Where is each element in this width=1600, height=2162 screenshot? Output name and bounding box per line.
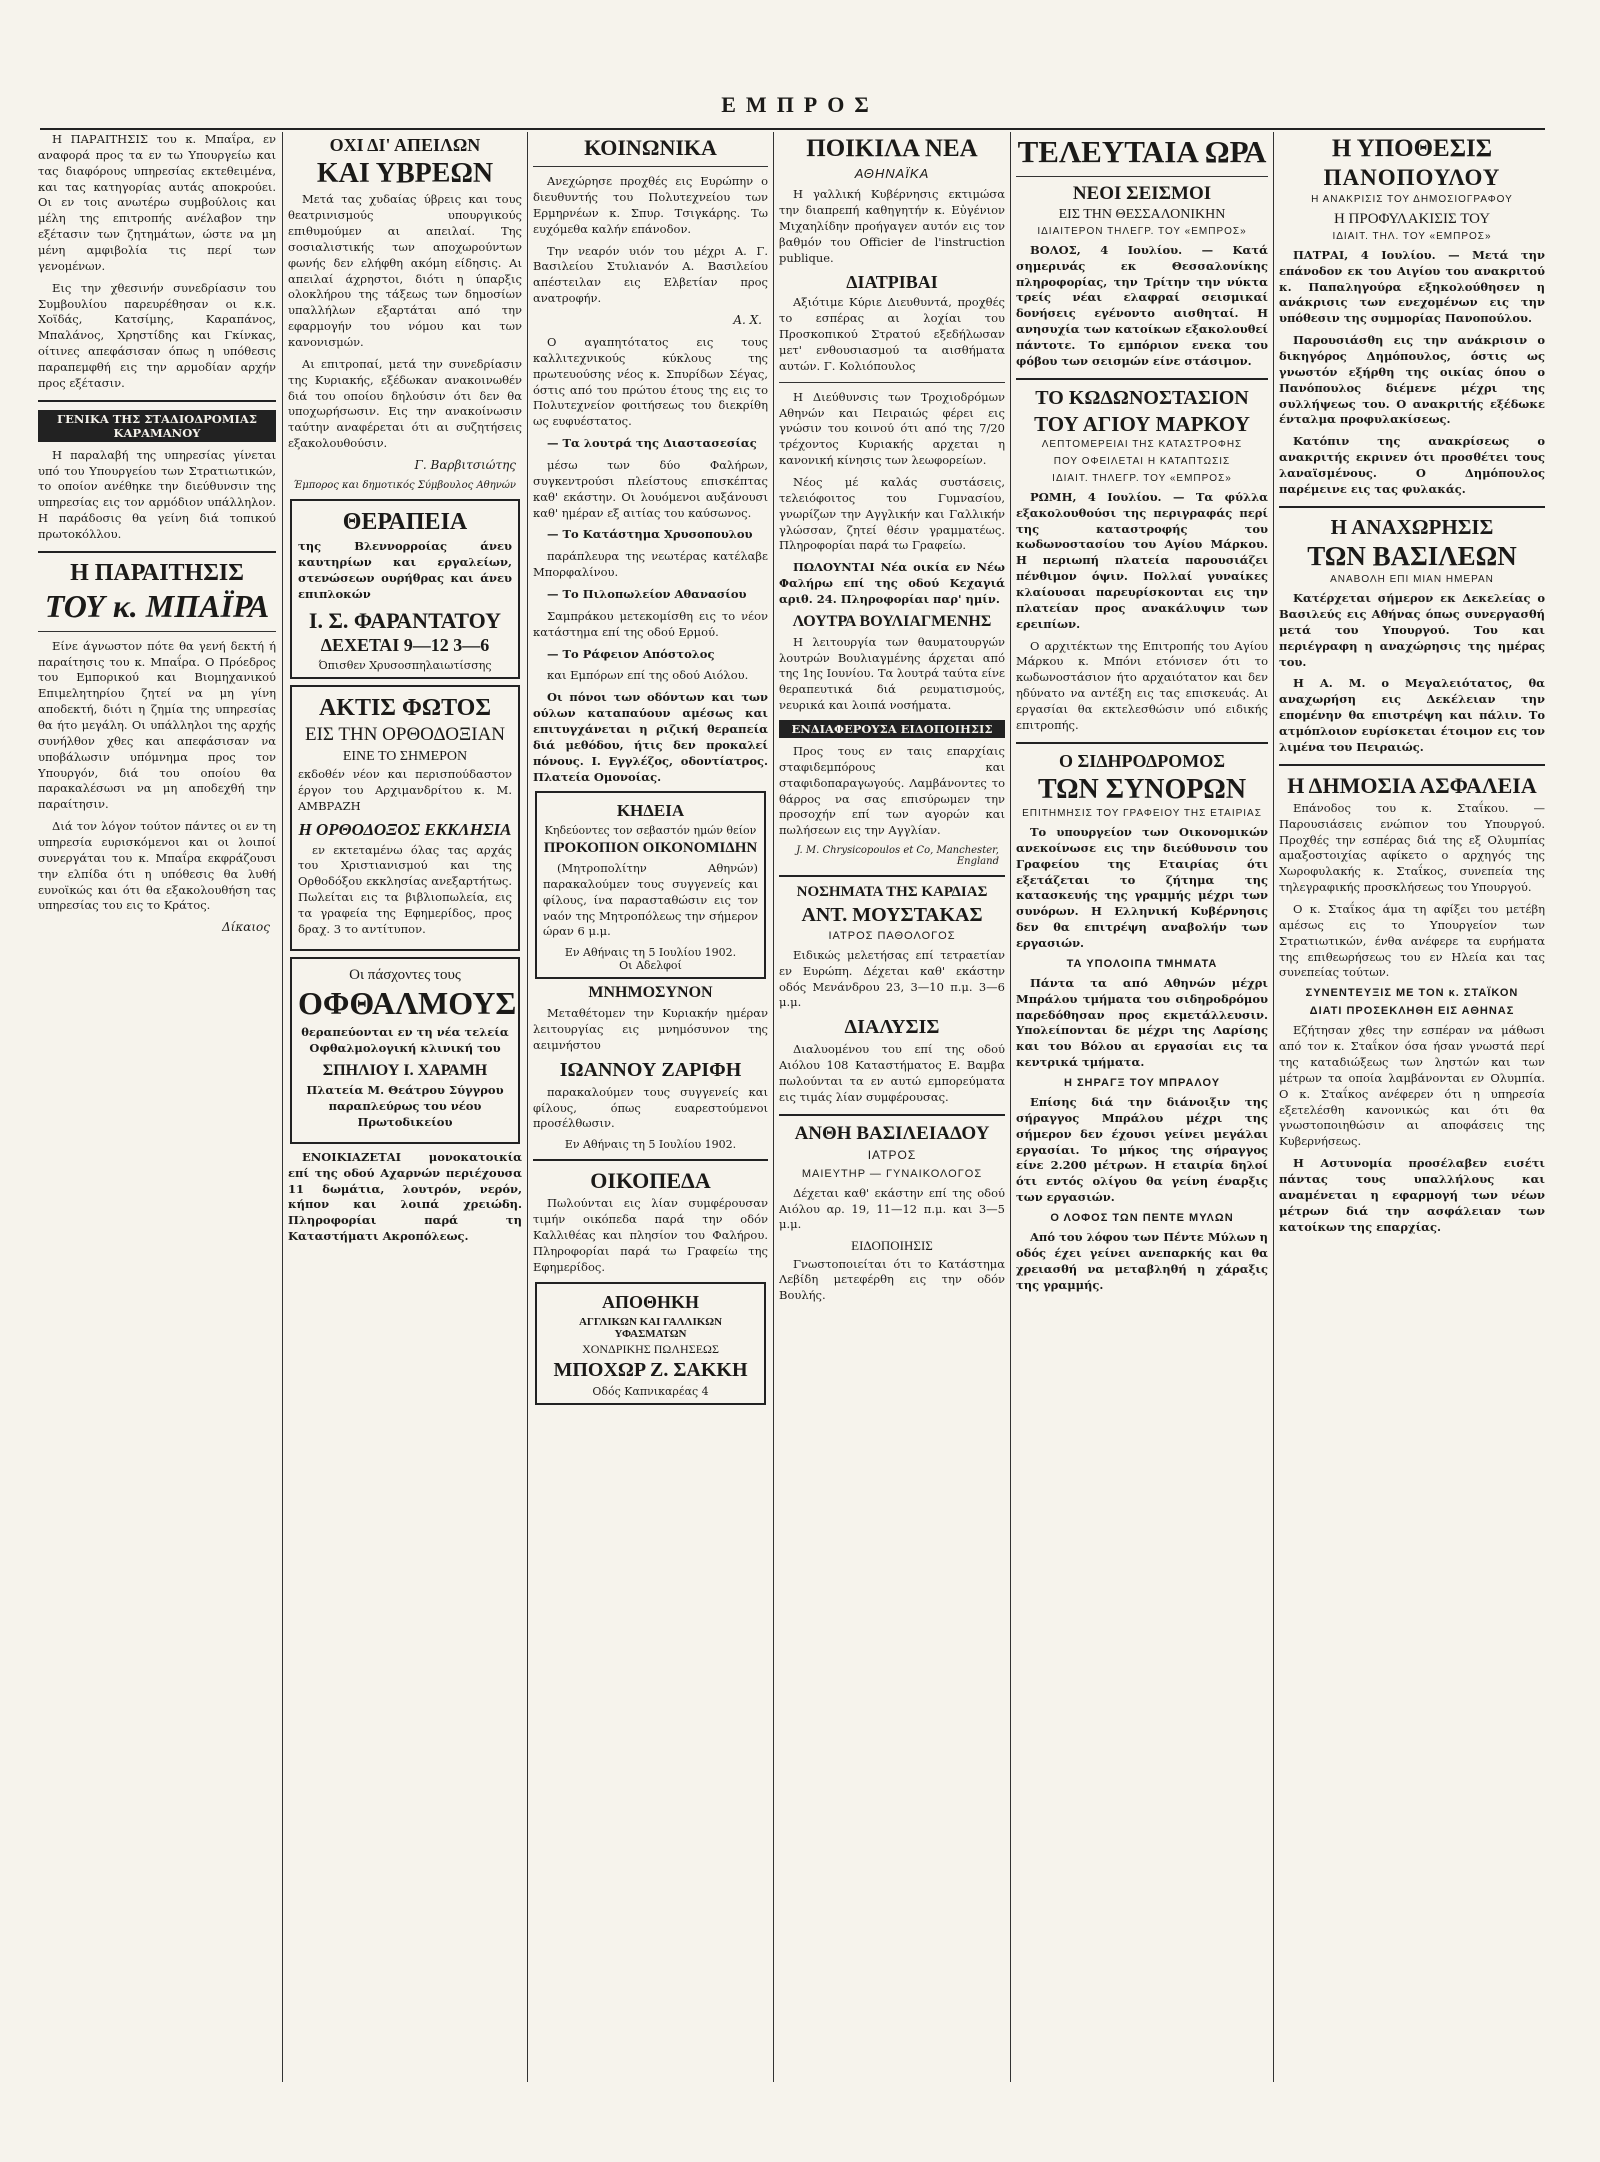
article-text: Από του λόφου των Πέντε Μύλων η οδός έχει γείνει ανεπαρκής και θα χρειασθή να μεταβληθή η χάραξις της γραμμής. bbox=[1016, 1230, 1268, 1292]
subheadline: Η ΠΡΟΦΥΛΑΚΙΣΙΣ ΤΟΥ bbox=[1333, 211, 1491, 228]
divider bbox=[1016, 176, 1268, 177]
article-text: Οι πόνοι των οδόντων και των ούλων καταπαύουν αμέσως και επιτυγχάνεται η ριζική θεραπεία διά μεθόδου, ήτις δεν προκαλεί πόνους. Ι. Εγγλέζος, οδοντίατρος. Πλατεία Ομονοίας. bbox=[533, 690, 768, 784]
article-text: Νέος μέ καλάς συστάσεις, τελειόφοιτος του Γυμνασίου, γνωρίζων την Αγγλικήν και Γαλλικήν γλώσσαν, ζητεί θέσιν γραμματέως. Πληροφορίαι παρά τω Γραφείω. bbox=[779, 475, 1005, 553]
article-text: Εις την χθεσινήν συνεδρίασιν του Συμβουλίου παρευρέθησαν οι κ.κ. Χοϊδάς, Κατσίμης, Καραπάνος, Μπαλάνος, Χρηστίδης και Γκίνκας, οίτινες απεφάσισαν όπως η υπόθεσις παραπεμφθή εις την αρμοδίαν αρχήν προς εξέτασιν. bbox=[38, 280, 276, 390]
ad-text: Πωλούνται εις λίαν συμφέρουσαν τιμήν οικόπεδα παρά την οδόν Καλλιθέας και πλησίον του Φαλήρου. Πληροφορίαι παρά τω Γραφείω της Εφημερίδος. bbox=[533, 1196, 768, 1274]
column-4 bbox=[779, 132, 1005, 2092]
headline: ΚΑΙ ΥΒΡΕΩΝ bbox=[316, 157, 494, 189]
article-text: Η Α. Μ. ο Μεγαλειότατος, θα αναχωρήση εις Δεκέλειαν την επομένην θα επιστρέψη και πάλιν. Το ατμόπλοιον ευρίσκεται έτοιμον εις τον λιμένα του Πειραιώς. bbox=[1279, 676, 1545, 754]
classified-ad: ΕΝΟΙΚΙΑΖΕΤΑΙ μονοκατοικία επί της οδού Αχαρνών περιέχουσα 11 δωμάτια, λουτρόν, νερόν, κήπον και λοιπά χρειώδη. Πληροφορίαι παρά τη Καταστήματι Ακροπόλεως. bbox=[288, 1149, 522, 1244]
divider bbox=[779, 875, 1005, 877]
divider bbox=[779, 1114, 1005, 1116]
advertisement bbox=[535, 1282, 766, 1405]
subheading: — Το Κατάστημα Χρυσοπουλου bbox=[547, 527, 753, 542]
subheadline: ΑΝΑΒΟΛΗ ΕΠΙ ΜΙΑΝ ΗΜΕΡΑΝ bbox=[1330, 574, 1494, 586]
subheading: Η ΣΗΡΑΓΞ ΤΟΥ ΜΠΡΑΛΟΥ bbox=[1063, 1077, 1221, 1089]
top-rule bbox=[40, 128, 1545, 130]
notice-text: (Μητροπολίτην Αθηνών) παρακαλούμεν τους συγγενείς και φίλους, ίνα παρασταθώσιν εις τον ναόν της Μητροπόλεως την σήμερον ώραν 6 μ.μ. bbox=[543, 861, 758, 939]
ad-subtitle: ΑΓΓΛΙΚΩΝ ΚΑΙ ΓΑΛΛΙΚΩΝ ΥΦΑΣΜΑΤΩΝ bbox=[578, 1315, 723, 1340]
ad-title: ΑΠΟΘΗΚΗ bbox=[601, 1291, 699, 1312]
ad-title: ΟΙΚΟΠΕΔΑ bbox=[590, 1168, 711, 1194]
ad-text: Γνωστοποιείται ότι το Κατάστημα Λεβίδη μετεφέρθη εις την οδόν Βουλής. bbox=[779, 1256, 1005, 1303]
signature-note: Έμπορος και δημοτικός Σύμβουλος Αθηνών bbox=[293, 480, 516, 492]
headline: Η ΠΑΡΑΙΤΗΣΙΣ bbox=[70, 559, 244, 586]
article-text: ΠΑΤΡΑΙ, 4 Ιουλίου. — Μετά την επάνοδον εκ του Αιγίου του ανακριτού κ. Παπαληγούρα εξηκολούθησεν η ανάκρισις των ενεχομένων εις την υπόθεσιν της συμμορίας Πανοπούλου. bbox=[1279, 247, 1545, 326]
ad-title: ΑΚΤΙΣ ΦΩΤΟΣ bbox=[318, 694, 492, 721]
ad-address: Πλατεία Μ. Θεάτρου Σύγγρου παραπλεύρως του νέου Πρωτοδικείου bbox=[306, 1083, 504, 1130]
article-text: Κατέρχεται σήμερον εκ Δεκελείας ο Βασιλεύς εις Αθήνας όπως συνεργασθή μετά του Υπουργού. Του και περιέγραφη η αναχώρησις της ημέρας του. bbox=[1279, 591, 1545, 669]
divider bbox=[38, 551, 276, 553]
subheading: — Το Ράφειον Απόστολος bbox=[547, 646, 715, 661]
headline: ΤΟΥ κ. ΜΠΑΪΡΑ bbox=[44, 588, 270, 625]
article-text: Εζήτησαν χθες την εσπέραν να μάθωσι από τον κ. Σταΐκον όσα ήσαν γνωστά περί της καταδιώξεως των ληστών και των μέτρων τα οποία λαμβάνονται εν Ολυμπία. Ο κ. Σταΐκος ανέφερεν ότι η υπηρεσία εξετελέσθη κανονικώς και ότι θα γνωστοποιηθώσιν αι αποφάσεις της Κυβερνήσεως. bbox=[1279, 1023, 1545, 1149]
ad-title: Οι πάσχοντες τους bbox=[349, 966, 461, 983]
subheadline: ΠΟΥ ΟΦΕΙΛΕΤΑΙ Η ΚΑΤΑΠΤΩΣΙΣ bbox=[1053, 455, 1231, 467]
ad-title: ΘΕΡΑΠΕΙΑ bbox=[342, 509, 468, 536]
article-text: Παρουσιάσθη εις την ανάκρισιν ο δικηγόρος Δημόπουλος, όστις ως γνωστόν εξήρθη της οικίας όπου ο Πανόπουλος διέμενε μέχρι της συλλήψεως του. Ο ανακριτής εξέδωκε ένταλμα προφυλακίσεως. bbox=[1279, 333, 1545, 427]
ad-title: Η ΟΡΘΟΔΟΞΟΣ ΕΚΚΛΗΣΙΑ bbox=[298, 819, 512, 839]
article-text: Η γαλλική Κυβέρνησις εκτιμώσα την διαπρεπή καθηγητήν κ. Εὐγένιον Μιχαηλίδην προήγαγεν αυτόν εις τον βαθμόν του Officier de l'instruction publique. bbox=[779, 187, 1005, 265]
subheadline: Η ΑΝΑΚΡΙΣΙΣ ΤΟΥ ΔΗΜΟΣΙΟΓΡΑΦΟΥ bbox=[1311, 194, 1513, 206]
headline: ΤΩΝ ΣΥΝΟΡΩΝ bbox=[1037, 773, 1247, 805]
ad-text: θεραπεύονται εν τη νέα τελεία Οφθαλμολογική κλινική του bbox=[301, 1024, 509, 1055]
divider bbox=[779, 382, 1005, 383]
ad-name: Ι. Σ. ΦΑΡΑΝΤΑΤΟΥ bbox=[308, 607, 502, 633]
article-text: Η λειτουργία των θαυματουργών λουτρών Βουλιαγμένης άρχεται από της 1ης Ιουνίου. Τα λουτρά ταύτα είνε θεραπευτικά διά ρευματισμούς, νευρικά και λοιπά νοσήματα. bbox=[779, 634, 1005, 713]
article-text: Αξιότιμε Κύριε Διευθυντά, προχθές το εσπέρας αι λοχίαι του Προσκοπικού Στρατού εξεδήλωσαν μετ' ενθουσιασμού τα αισθήματα αυτών. Γ. Κολιόπουλος bbox=[779, 295, 1005, 373]
masthead: ΕΜΠΡΟΣ bbox=[721, 92, 879, 117]
column-6 bbox=[1279, 132, 1545, 2092]
headline: ΟΧΙ ΔΙ' ΑΠΕΙΛΩΝ bbox=[329, 135, 481, 155]
subheading: — Το Πιλοπωλείον Αθανασίου bbox=[547, 587, 747, 601]
article-text: Προς τους εν ταις επαρχίαις σταφιδεμπόρους και σταφιδοπαραγωγούς. Λαμβάνοντες το θάρρος να σας επισύρωμεν την προσοχήν επί των αγορών και πωλήσεων εις την Αγγλίαν. bbox=[779, 744, 1005, 838]
ad-title: ΔΙΑΛΥΣΙΣ bbox=[844, 1016, 940, 1039]
notice-date: Εν Αθήναις τη 5 Ιουλίου 1902. bbox=[564, 946, 737, 960]
ad-hours: ΔΕΧΕΤΑΙ 9—12 3—6 bbox=[320, 634, 490, 655]
article-text: παράπλευρα της νεωτέρας κατέλαβε Μπορφαλίνου. bbox=[533, 549, 768, 580]
headline: ΔΙΑΤΡΙΒΑΙ bbox=[846, 271, 938, 292]
headline: ΝΕΟΙ ΣΕΙΣΜΟΙ bbox=[1072, 182, 1212, 204]
headline: Ο ΣΙΔΗΡΟΔΡΟΜΟΣ bbox=[1059, 750, 1225, 771]
ad-text: Διαλυομένου του επί της οδού Αιόλου 108 Καταστήματος Ε. Βαμβα πωλούνται τα εν αυτώ εμπορεύματα εις τιμάς λίαν συμφέρουσας. bbox=[779, 1042, 1005, 1104]
notice-sign: Οι Αδελφοί bbox=[619, 959, 682, 973]
headline: ΤΟ ΚΩΔΩΝΟΣΤΑΣΙΟΝ bbox=[1035, 386, 1249, 409]
column-2 bbox=[288, 132, 522, 2092]
section-banner: ΓΕΝΙΚΑ ΤΗΣ ΣΤΑΔΙΟΔΡΟΜΙΑΣ ΚΑΡΑΜΑΝΟΥ bbox=[38, 410, 276, 442]
signature: Γ. Βαρβιτσιώτης bbox=[414, 458, 516, 473]
ad-text: της Βλεννορροίας άνευ καυτηρίων και εργαλείων, στενώσεων ουρήθρας και άνευ επιπλοκών bbox=[298, 539, 512, 601]
article-text: Το υπουργείον των Οικονομικών ανεκοίνωσε εις την διεύθυνσιν του Γραφείου της Εταιρίας ότι εξετάζεται το ζήτημα της κατασκευής της γραμμής μέχρι των συνόρων. Η Ελληνική Κυβέρνησις δεν θα επιτρέψη αναβολήν των εργασιών. bbox=[1016, 824, 1268, 950]
telegram-label: ΙΔΙΑΙΤ. ΤΗΛ. ΤΟΥ «ΕΜΠΡΟΣ» bbox=[1332, 230, 1492, 242]
ad-name: ΣΠΗΛΙΟΥ Ι. ΧΑΡΑΜΗ bbox=[322, 1061, 488, 1079]
article-text: Μετά τας χυδαίας ύβρεις και τους θεατρινισμούς υπουργικούς επιθυμούμεν αι απειλαί. Της σοσιαλιστικής των αποχωρούντων φωνής δεν ελήφθη ακόμη είδησις. Αι απειλαί άχρηστοι, διότι η ύπαρξις ολοκλήρου της τάξεως των δημοσίων υπαλλήλων εξαρτάται από την εφαρμογήν του νόμου και των κανονισμών. bbox=[288, 192, 522, 350]
column-rule bbox=[1273, 132, 1274, 2082]
notice-name: ΠΡΟΚΟΠΙΟΝ ΟΙΚΟΝΟΜΙΔΗΝ bbox=[543, 840, 758, 857]
ad-title: ΟΦΘΑΛΜΟΥΣ bbox=[298, 985, 517, 1022]
ad-name: ΑΝΤ. ΜΟΥΣΤΑΚΑΣ bbox=[801, 903, 983, 926]
advertisement bbox=[290, 499, 520, 679]
ad-text: Ειδικώς μελετήσας επί τετραετίαν εν Ευρώπη. Δέχεται καθ' εκάστην οδός Μενάνδρου 23, 3—10 π.μ. 3—6 μ.μ. bbox=[779, 947, 1005, 1010]
telegram-label: ΙΔΙΑΙΤ. ΤΗΛΕΓΡ. ΤΟΥ «ΕΜΠΡΟΣ» bbox=[1052, 472, 1232, 484]
divider bbox=[1279, 506, 1545, 508]
headline: ΠΑΝΟΠΟΥΛΟΥ bbox=[1323, 165, 1501, 191]
article-text: Η παραλαβή της υπηρεσίας γίνεται υπό του Υπουργείου των Στρατιωτικών, το οποίον ανέθηκε την διεύθυνσιν της υπηρεσίας εις τον αρμόδιον υπάλληλον. Η παράδοσις θα γείνη διά τοπικού πρωτοκόλλου. bbox=[38, 447, 276, 542]
subheading: ΣΥΝΕΝΤΕΥΞΙΣ ΜΕ ΤΟΝ κ. ΣΤΑΪΚΟΝ bbox=[1305, 987, 1519, 1000]
divider bbox=[533, 166, 768, 167]
ad-address: Οδός Καπνικαρέας 4 bbox=[592, 1384, 709, 1398]
headline: ΤΩΝ ΒΑΣΙΛΕΩΝ bbox=[1307, 540, 1517, 571]
memorial-title: ΜΝΗΜΟΣΥΝΟΝ bbox=[588, 984, 713, 1002]
firm-name: J. M. Chrysicopoulos et Co, Manchester, England bbox=[796, 845, 999, 868]
death-notice bbox=[535, 791, 766, 979]
advertisement bbox=[290, 957, 520, 1144]
article-text: και Εμπόρων επί της οδού Αιόλου. bbox=[547, 668, 749, 683]
article-text: Η ΠΑΡΑΙΤΗΣΙΣ του κ. Μπαΐρα, εν αναφορά προς τα εν τω Υπουργείω και τας διαφόρους υπηρεσίας εκτεθειμένα, και τας κατηγορίας αυτάς αποκρούει. Οι εν τοις ανωτέρω συμβούλοις και μέλη της επιτροπής ανέλαβον την εξέτασιν των ζητημάτων, ώστε να μη μένη αμφιβολία τις περί των γενομένων. bbox=[38, 132, 276, 273]
article-text: Κατόπιν της ανακρίσεως ο ανακριτής εκρινεν ότι προσθέτει τους λαναϊσμένους. Ο Δημόπουλος παρέμεινε εις τας φυλακάς. bbox=[1279, 434, 1545, 496]
headline: Η ΑΝΑΧΩΡΗΣΙΣ bbox=[1330, 514, 1494, 539]
headline: Η ΔΗΜΟΣΙΑ ΑΣΦΑΛΕΙΑ bbox=[1287, 772, 1537, 798]
subheadline: ΕΠΙΤΗΜΗΣΙΣ ΤΟΥ ΓΡΑΦΕΙΟΥ ΤΗΣ ΕΤΑΙΡΙΑΣ bbox=[1022, 807, 1262, 819]
article-text: Διά τον λόγον τούτον πάντες οι εν τη υπηρεσία ευρισκόμενοι και οι λοιποί συνεργάται του κ. Μπαΐρα εκφράζουσι την ελπίδα ότι η υπόθεσις θα λυθή ευνοϊκώς και ότι θα εξακολουθήση τας υπηρεσίας του εις το Κράτος. bbox=[38, 819, 276, 913]
article-text: Είνε άγνωστον πότε θα γενή δεκτή ή παραίτησις του κ. Μπαΐρα. Ο Πρόεδρος του Εμπορικού και Βιομηχανικού Επιμελητηρίου ζητεί να μη γίνη αποδεκτή, διότι η ζημία της υπηρεσίας θα ήτο μεγάλη. Οι υπάλληλοι της αρχής συνήλθον χθες και απεφάσισαν να υποβάλωσιν υπόμνημα προς τον Υπουργόν, διά του οποίου θα παρακαλέσωσι να μη αποδεχθή την παραίτησιν. bbox=[38, 638, 276, 812]
section-banner: ΕΝΔΙΑΦΕΡΟΥΣΑ ΕΙΔΟΠΟΙΗΣΙΣ bbox=[779, 720, 1005, 738]
divider bbox=[1016, 378, 1268, 380]
headline: ΠΟΙΚΙΛΑ ΝΕΑ bbox=[806, 135, 978, 162]
ad-title: ΝΟΣΗΜΑΤΑ ΤΗΣ ΚΑΡΔΙΑΣ bbox=[796, 884, 988, 901]
ad-subtitle: ΧΟΝΔΡΙΚΗΣ ΠΩΛΗΣΕΩΣ bbox=[582, 1341, 719, 1356]
article-text: Ο κ. Σταΐκος άμα τη αφίξει του μετέβη αμέσως εις το Υπουργείον των Στρατιωτικών, ένθα ανέφερε τα ευρήματα της επιθεωρήσεως του εν Ηλεία και τας συνεπείας τούτων. bbox=[1279, 902, 1545, 980]
ad-address: Όπισθεν Χρυσοσπηλαιωτίσσης bbox=[318, 658, 492, 672]
subheading: ΔΙΑΤΙ ΠΡΟΣΕΚΛΗΘΗ ΕΙΣ ΑΘΗΝΑΣ bbox=[1309, 1005, 1515, 1018]
headline: Η ΥΠΟΘΕΣΙΣ bbox=[1331, 135, 1493, 162]
headline: ΤΟΥ ΑΓΙΟΥ ΜΑΡΚΟΥ bbox=[1034, 411, 1250, 436]
memorial-date: Εν Αθήναις τη 5 Ιουλίου 1902. bbox=[564, 1138, 737, 1152]
ad-name: ΜΠΟΧΩΡ Ζ. ΣΑΚΚΗ bbox=[553, 1358, 748, 1381]
column-3 bbox=[533, 132, 768, 2092]
article-text: Ο αρχιτέκτων της Επιτροπής του Αγίου Μάρκου κ. Μπόνι ετόνισεν ότι το κωδωνοστάσιον ήτο αρχαιότατον και δεν ηδύνατο να αντέξη εις τας επισκευάς. Αι εργασίαι θα εκτελεσθώσιν υπό ειδικής επιτροπής. bbox=[1016, 638, 1268, 732]
ad-text: εκδοθέν νέον και περισπούδαστον έργον του Αρχιμανδρίτου κ. Μ. ΑΜΒΡΑΖΗ bbox=[298, 767, 512, 813]
signature: Δίκαιος bbox=[222, 920, 270, 935]
article-text: Η Αστυνομία προσέλαβεν εισέτι πάντας τους υπαλλήλους και αναμένεται η εφαρμογή των νέων μέτρων διά την ασφάλειαν των κατοίκων της επαρχίας. bbox=[1279, 1156, 1545, 1234]
divider bbox=[1016, 742, 1268, 744]
article-text: μέσω των δύο Φαλήρων, συγκεντρούσι πλείστους επισκέπτας καθ' εκάστην. Οι λουόμενοι αυξάνουσι καθ' ημέραν εξ αιτίας του καύσωνος. bbox=[533, 457, 768, 520]
headline: ΛΟΥΤΡΑ ΒΟΥΛΙΑΓΜΕΝΗΣ bbox=[792, 612, 992, 630]
subheadline: ΕΙΣ ΤΗΝ ΘΕΣΣΑΛΟΝΙΚΗΝ bbox=[1058, 207, 1226, 223]
subheading: ΤΑ ΥΠΟΛΟΙΠΑ ΤΜΗΜΑΤΑ bbox=[1066, 957, 1218, 970]
memorial-text: παρακαλούμεν τους συγγενείς και φίλους, όπως ευαρεστούμενοι προσέλθωσιν. bbox=[533, 1084, 768, 1131]
section-subtitle: ΑΘΗΝΑΪΚΑ bbox=[854, 166, 930, 182]
divider bbox=[533, 1159, 768, 1161]
article-text: Σαμπράκου μετεκομίσθη εις το νέον κατάστημα επί της οδού Ερμού. bbox=[533, 608, 768, 639]
article-text: Ο αγαπητότατος εις τους καλλιτεχνικούς κύκλους της πρωτευούσης νέος κ. Σπυρίδων Σέγας, όστις από του πρώτου έτους της εις το Πολυτεχνείον φοιτήσεως του διεκρίθη ως ευφυέστατος. bbox=[533, 334, 768, 429]
ad-title: ΕΙΔΟΠΟΙΗΣΙΣ bbox=[851, 1238, 933, 1254]
signature: Α. Χ. bbox=[733, 312, 762, 327]
article-text: ΡΩΜΗ, 4 Ιουλίου. — Τα φύλλα εξακολουθούσι της περιγραφάς περί της καταστροφής του κωδωνοστασίου του Αγίου Μάρκου. Η περιωπή πλατεία παρουσιάζει πένθιμον όψιν. Πολλαί γυναίκες κλαίουσαι παρευρίσκονται εις την πλατείαν προς ανακάλυψιν των ερειπίων. bbox=[1016, 489, 1268, 631]
article-text: Πάντα τα από Αθηνών μέχρι Μπράλου τμήματα του σιδηροδρόμου παρεδόθησαν προς εκμετάλλευσιν. Υπολείπονται δε μέχρι της Λαρίσης και του Βόλου αι εργασίαι εις τα κεντρικά τμήματα. bbox=[1016, 975, 1268, 1070]
article-text: Επίσης διά την διάνοιξιν της σήραγγος Μπράλου μέχρι της σήμερον δεν έχουσι γείνει μεγάλαι εργασίαι. Το μήκος της σήραγγος είνε 2.200 μέτρων. Η εταιρία δηλοί ότι εντός ολίγου θα γείνη έναρξις των εργασιών. bbox=[1016, 1095, 1268, 1205]
advertisement bbox=[290, 685, 520, 951]
memorial-text: Μεταθέτομεν την Κυριακήν ημέραν λειτουργίας εις μνημόσυνον της αειμνήστου bbox=[533, 1006, 768, 1052]
ad-text: Δέχεται καθ' εκάστην επί της οδού Αιόλου αρ. 19, 11—12 π.μ. και 3—5 μ.μ. bbox=[779, 1185, 1005, 1232]
article-text: Αι επιτροπαί, μετά την συνεδρίασιν της Κυριακής, εξέδωκαν ανακοινωθέν διά του οποίου δηλούσιν ότι δεν θα υποχωρήσωσιν. Εις την ανακοίνωσιν ταύτην αναφέρεται ότι αι συζητήσεις εξακολουθούσιν. bbox=[288, 356, 522, 451]
memorial-name: ΙΩΑΝΝΟΥ ΖΑΡΙΦΗ bbox=[559, 1058, 742, 1081]
headline: ΚΟΙΝΩΝΙΚΑ bbox=[584, 135, 717, 160]
column-rule bbox=[527, 132, 528, 2082]
ad-subtitle: ΕΙΣ ΤΗΝ ΟΡΘΟΔΟΞΙΑΝ bbox=[304, 723, 506, 745]
classified-ad: ΠΩΛΟΥΝΤΑΙ Νέα οικία εν Νέω Φαλήρω επί της οδού Κεχαγιά αριθ. 24. Πληροφορίαι παρ' ημίν. bbox=[779, 560, 1005, 607]
notice-title: ΚΗΔΕΙΑ bbox=[616, 801, 685, 821]
ad-subtitle: ΙΑΤΡΟΣ ΠΑΘΟΛΟΓΟΣ bbox=[828, 929, 956, 942]
divider bbox=[1279, 764, 1545, 766]
column-rule bbox=[1010, 132, 1011, 2082]
notice-text: Κηδεύοντες τον σεβαστόν ημών θείον bbox=[544, 824, 757, 838]
subheading: Ο ΛΟΦΟΣ ΤΩΝ ΠΕΝΤΕ ΜΥΛΩΝ bbox=[1050, 1212, 1234, 1225]
subheading: — Τα λουτρά της Διαστασεσίας bbox=[547, 436, 757, 451]
headline: ΤΕΛΕΥΤΑΙΑ ΩΡΑ bbox=[1017, 134, 1267, 169]
divider bbox=[38, 631, 276, 632]
ad-subtitle: ΙΑΤΡΟΣ bbox=[867, 1147, 917, 1162]
ad-subtitle: ΜΑΙΕΥΤΗΡ — ΓΥΝΑΙΚΟΛΟΓΟΣ bbox=[801, 1167, 983, 1180]
article-text: Ανεχώρησε προχθές εις Ευρώπην ο διευθυντής του Πολυτεχνείου των Ερμηρνέων κ. Σπυρ. Τσιγκάρης. Τω ευχόμεθα καλήν επάνοδον. bbox=[533, 174, 768, 236]
divider bbox=[38, 400, 276, 402]
article-text: ΒΟΛΟΣ, 4 Ιουλίου. — Κατά σημερινάς εκ Θεσσαλονίκης πληροφορίας, την Τρίτην την νύκτα τρείς νέαι ελαφραί σεισμικαί δονήσεις εγένοντο αισθηταί. Η ανησυχία των κατοίκων εξακολουθεί πάντοτε. Το εμπόριον ενεκα του φόβου των σεισμών είνε στάσιμον. bbox=[1016, 242, 1268, 368]
article-text: Την νεαρόν υιόν του μέχρι Α. Γ. Βασιλείου Στυλιανόν Α. Βασιλείου απέστειλαν εις Ελβετίαν προς ανατροφήν. bbox=[533, 243, 768, 306]
article-text: Επάνοδος του κ. Σταΐκου. — Παρουσιάσεις ενώπιον του Υπουργού. Προχθές την εσπέρας διά της εξ Ολυμπίας αμαξοστοιχίας αφίκετο ο αρχηγός της Χωροφυλακής κ. Σταΐκος, συνεπεία της τηλεγραφικής προσκλήσεως του Υπουργού. bbox=[1279, 800, 1545, 895]
article-text: Η Διεύθυνσις των Τροχιοδρόμων Αθηνών και Πειραιώς φέρει εις γνώσιν του κοινού ότι από της 7/20 τρέχοντος Κυριακής αρχεται η κανονική κίνησις των λεωφορείων. bbox=[779, 389, 1005, 468]
column-5 bbox=[1016, 132, 1268, 2092]
column-rule bbox=[282, 132, 283, 2082]
ad-title: ΑΝΘΗ ΒΑΣΙΛΕΙΑΔΟΥ bbox=[794, 1122, 990, 1144]
column-rule bbox=[773, 132, 774, 2082]
column-1 bbox=[38, 132, 276, 2092]
ad-text: εν εκτεταμένω όλας τας αρχάς του Χριστιανισμού και της Ορθοδόξου εκκλησίας ανεξαρτήτως. Πωλείται εις τα βιβλιοπωλεία, εις τα γραφεία της Εφημερίδος, προς δραχ. 3 το αντίτυπον. bbox=[298, 842, 512, 936]
telegram-label: ΙΔΙΑΙΤΕΡΟΝ ΤΗΛΕΓΡ. ΤΟΥ «ΕΜΠΡΟΣ» bbox=[1037, 225, 1247, 237]
ad-subtitle: ΕΙΝΕ ΤΟ ΣΗΜΕΡΟΝ bbox=[342, 748, 468, 764]
subheadline: ΛΕΠΤΟΜΕΡΕΙΑΙ ΤΗΣ ΚΑΤΑΣΤΡΟΦΗΣ bbox=[1041, 438, 1243, 450]
